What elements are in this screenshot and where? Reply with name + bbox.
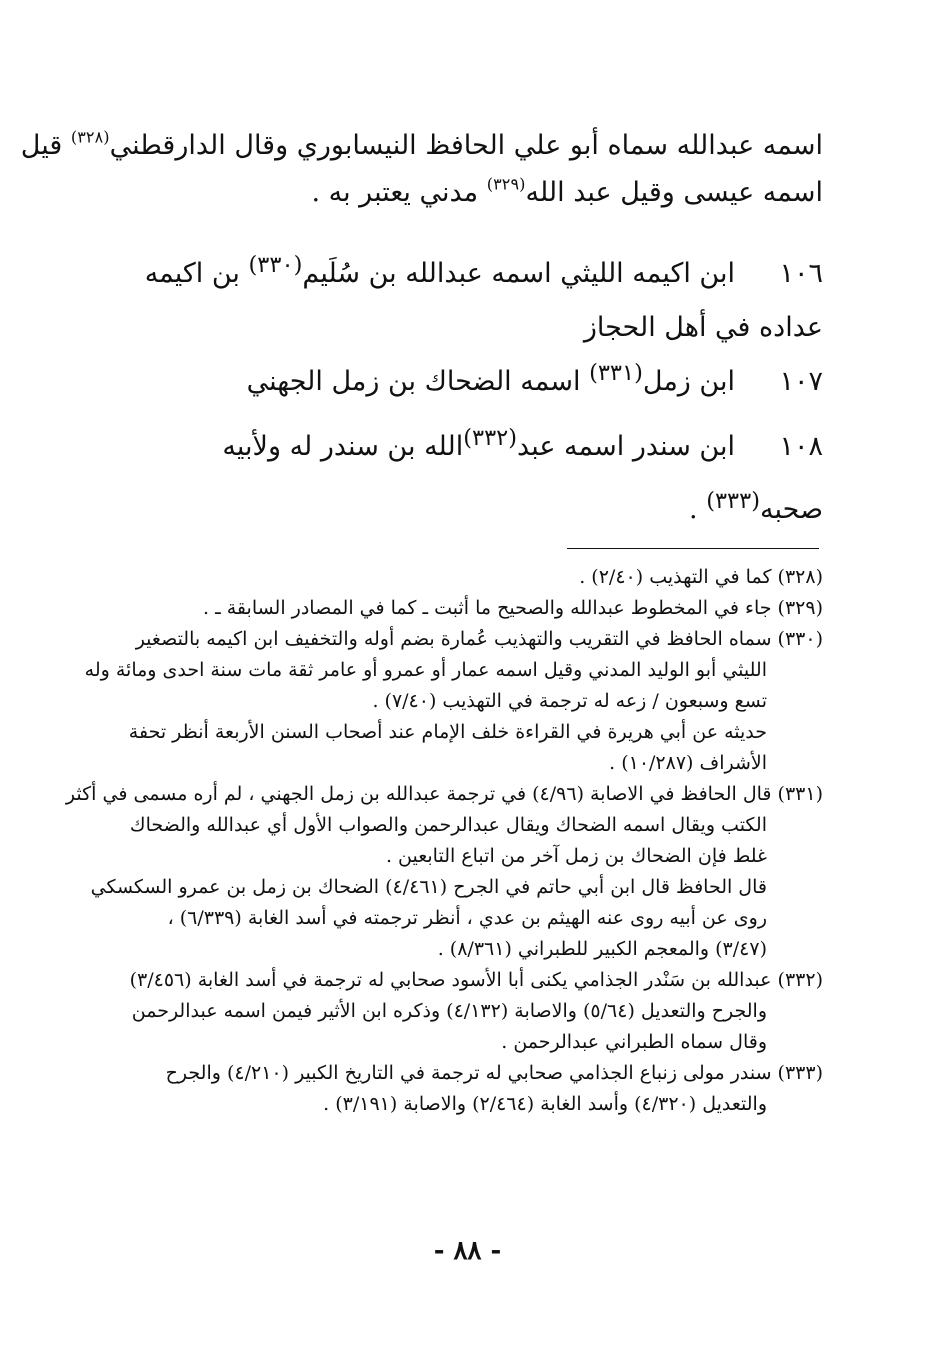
footnote-331-line: روى عن أبيه روى عنه الهيثم بن عدي ، أنظر ترجمته في أسد الغابة (٦/٣٣٩) ، — [167, 907, 767, 929]
text-line — [20, 122, 823, 169]
footnote-333: (٣٣٣) سندر مولى زنباع الجذامي صحابي له ترجمة في التاريخ الكبير (٤/٢١٠) والجرح — [165, 1062, 823, 1084]
text-run: اسمه عبدالله سماه أبو علي الحافظ النيسابوري وقال الدارقطني — [109, 130, 823, 161]
footnote-ref: (٣٢٩) — [486, 174, 526, 194]
footnote-ref: (٣٣١) — [589, 360, 643, 386]
footnote-separator — [567, 548, 819, 549]
text-line — [133, 238, 823, 301]
text-run: صحبه — [760, 494, 823, 525]
text-run: اسمه الضحاك بن زمل الجهني — [246, 366, 590, 397]
footnote-332-line: والجرح والتعديل (٥/٦٤) والاصابة (٤/١٣٢) وذكره ابن الأثير فيمن اسمه عبدالرحمن — [131, 1000, 767, 1022]
text-run: بن اكيمه — [144, 258, 249, 289]
footnote-332-line: وقال سماه الطبراني عبدالرحمن . — [501, 1031, 767, 1053]
footnote-330-line: حديثه عن أبي هريرة في القراءة خلف الإمام عند أصحاب السنن الأربعة أنظر تحفة — [128, 721, 767, 743]
text-run: اسمه عيسى وقيل عبد الله — [525, 177, 823, 208]
text-run: مدني يعتبر به . — [311, 177, 487, 208]
footnote-331: (٣٣١) قال الحافظ في الاصابة (٤/٩٦) في ترجمة عبدالله بن زمل الجهني ، لم أره مسمى في أكثر — [65, 783, 823, 805]
footnotes — [65, 562, 823, 1120]
text-run: . — [689, 494, 707, 525]
entry-105-continuation — [20, 122, 823, 216]
entry-number: ١٠٧ — [779, 366, 823, 397]
text-line: عداده في أهل الحجاز — [583, 312, 823, 343]
text-run: ابن اكيمه الليثي اسمه عبدالله بن سُلَيم — [302, 258, 735, 289]
text-line — [133, 169, 823, 216]
footnote-328: (٣٢٨) كما في التهذيب (٢/٤٠) . — [579, 566, 823, 588]
footnote-333-line: والتعديل (٤/٣٢٠) وأسد الغابة (٢/٤٦٤) والاصابة (٣/١٩١) . — [323, 1093, 767, 1115]
footnote-330-line: الأشراف (١٠/٢٨٧) . — [609, 752, 767, 774]
footnote-329: (٣٢٩) جاء في المخطوط عبدالله والصحيح ما أثبت ـ كما في المصادر السابقة ـ . — [203, 597, 823, 619]
entry-number: ١٠٦ — [779, 258, 823, 289]
footnote-ref: (٣٣٢) — [463, 425, 518, 451]
entry-107 — [133, 346, 823, 409]
text-run: ابن سندر اسمه عبد — [517, 431, 735, 462]
page-number: - ٨٨ - — [433, 1236, 502, 1266]
text-line — [133, 346, 823, 409]
entry-108 — [133, 411, 823, 537]
footnote-330-line: الليثي أبو الوليد المدني وقيل اسمه عمار أو عمرو أو عامر ثقة مات سنة احدى ومائة وله — [84, 659, 767, 681]
footnote-ref: (٣٢٨) — [70, 127, 110, 147]
footnote-331-line: غلط فإن الضحاك بن زمل آخر من اتباع التابعين . — [385, 845, 767, 867]
entry-106 — [133, 238, 823, 355]
footnote-332: (٣٣٢) عبدالله بن سَنْدر الجذامي يكنى أبا الأسود صحابي له ترجمة في أسد الغابة (٣/٤٥٦) — [129, 969, 823, 991]
footnote-ref: (٣٣٠) — [248, 252, 303, 278]
text-run: الله بن سندر له ولأبيه — [222, 431, 464, 462]
footnote-330-line: تسع وسبعون / زعه له ترجمة في التهذيب (٧/٤٠) . — [372, 690, 767, 712]
text-run: قيل — [20, 130, 71, 161]
text-run: ابن زمل — [642, 366, 735, 397]
footnote-330: (٣٣٠) سماه الحافظ في التقريب والتهذيب عُمارة بضم أوله والتخفيف ابن اكيمه بالتصغير — [135, 628, 823, 650]
footnote-331-line: قال الحافظ قال ابن أبي حاتم في الجرح (٤/٤٦١) الضحاك بن زمل بن عمرو السكسكي — [90, 876, 767, 898]
text-line — [133, 411, 823, 474]
footnote-ref: (٣٣٣) — [706, 488, 761, 514]
footnote-331-line: الكتب ويقال اسمه الضحاك ويقال عبدالرحمن والصواب الأول أي عبدالله والضحاك — [129, 814, 767, 836]
entry-number: ١٠٨ — [779, 431, 823, 462]
footnote-331-line: (٣/٤٧) والمعجم الكبير للطبراني (٨/٣٦١) . — [437, 938, 767, 960]
text-line — [133, 474, 823, 537]
